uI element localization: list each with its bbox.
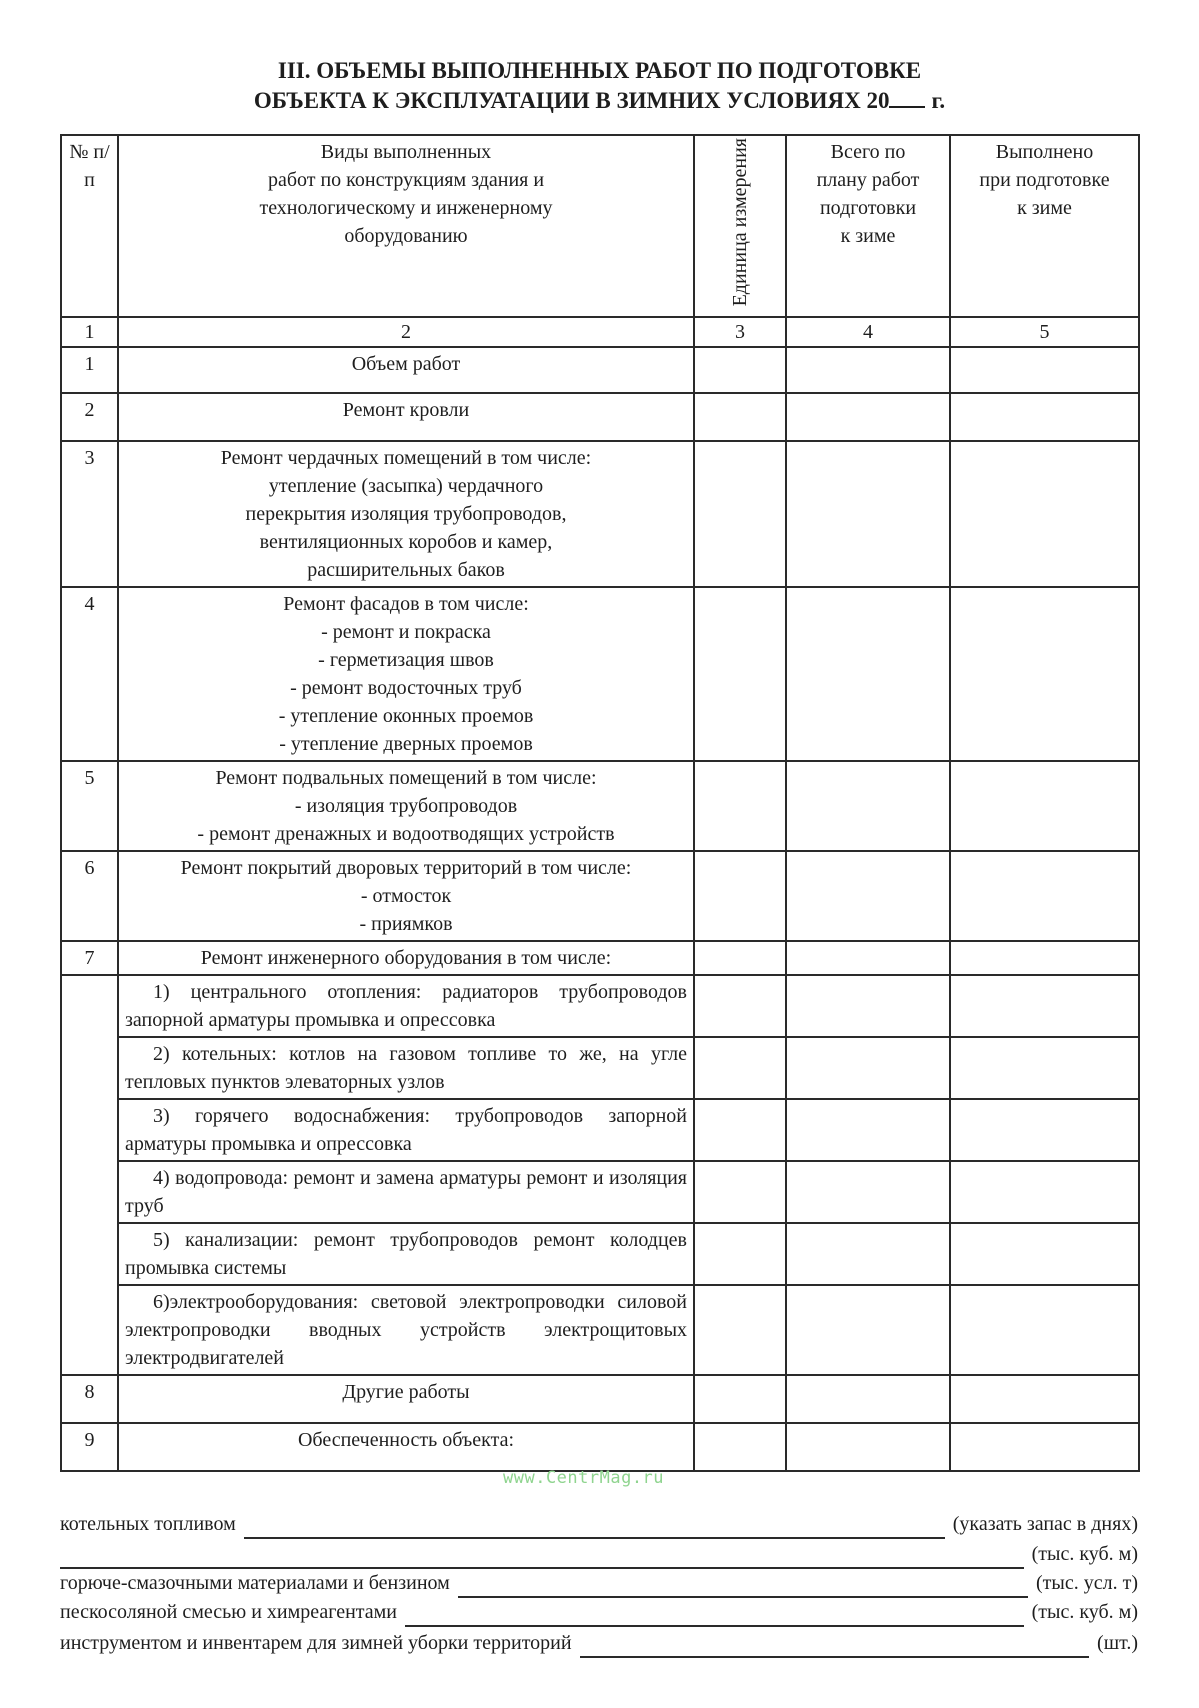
completed-cell[interactable]: [950, 441, 1139, 587]
row-number: 9: [61, 1423, 118, 1471]
footer-line: [60, 1601, 1138, 1631]
work-description: [118, 441, 694, 587]
completed-cell[interactable]: [950, 393, 1139, 441]
unit-cell[interactable]: [694, 1423, 786, 1471]
plan-cell[interactable]: [786, 1423, 950, 1471]
row-number: 6: [61, 851, 118, 941]
plan-cell[interactable]: [786, 975, 950, 1037]
column-number: 5: [950, 317, 1139, 347]
completed-cell[interactable]: [950, 1375, 1139, 1423]
sub-work-description: 6)электрооборудования: световой электропроводки силовой электропроводки вводных устройств электрощитовых электродвигателей: [118, 1285, 694, 1375]
footer-blank-field[interactable]: [60, 1567, 1024, 1569]
work-description-line: утепление (засыпка) чердачного: [268, 475, 544, 498]
unit-cell[interactable]: [694, 1161, 786, 1223]
column-number: 1: [61, 317, 118, 347]
document-title-line-1: III. ОБЪЕМЫ ВЫПОЛНЕННЫХ РАБОТ ПО ПОДГОТОВКЕ: [277, 58, 922, 83]
completed-cell[interactable]: [950, 1037, 1139, 1099]
work-description: [118, 587, 694, 761]
footer-unit: (указать запас в днях): [952, 1513, 1138, 1535]
plan-cell[interactable]: [786, 1037, 950, 1099]
plan-cell[interactable]: [786, 1223, 950, 1285]
row-number: 8: [61, 1375, 118, 1423]
work-description-line: - герметизация швов: [318, 649, 494, 672]
title-line-2-text: ОБЪЕКТА К ЭКСПЛУАТАЦИИ В ЗИМНИХ УСЛОВИЯХ 20: [253, 88, 890, 113]
work-description-line: - ремонт водосточных труб: [290, 677, 522, 700]
completed-cell[interactable]: [950, 1161, 1139, 1223]
plan-cell[interactable]: [786, 347, 950, 393]
work-description: [118, 1375, 694, 1423]
footer-label: горюче-смазочными материалами и бензином: [60, 1572, 450, 1594]
footer-label: котельных топливом: [60, 1513, 236, 1535]
sub-row: [61, 1285, 1139, 1375]
header-work-types-line: Виды выполненных: [320, 141, 492, 163]
completed-cell[interactable]: [950, 1223, 1139, 1285]
row-number: 2: [61, 393, 118, 441]
plan-cell[interactable]: [786, 761, 950, 851]
work-description-line: перекрытия изоляция трубопроводов,: [245, 503, 567, 526]
sub-row: [61, 1223, 1139, 1285]
row-number-empty: [61, 975, 118, 1375]
watermark: www.CentrMag.ru: [503, 1468, 665, 1488]
row-number: 1: [61, 347, 118, 393]
column-number-row: [61, 317, 1139, 347]
footer-line: [60, 1572, 1138, 1602]
work-description-line: Ремонт подвальных помещений в том числе:: [215, 767, 597, 790]
column-number: 3: [694, 317, 786, 347]
table-row: [61, 851, 1139, 941]
completed-cell[interactable]: [950, 1099, 1139, 1161]
plan-cell[interactable]: [786, 851, 950, 941]
sub-work-description: 1) центрального отопления: радиаторов трубопроводов запорной арматуры промывка и опрессовка: [118, 975, 694, 1037]
title-line-2-suffix: г.: [931, 88, 946, 113]
plan-cell[interactable]: [786, 587, 950, 761]
header-plan-total-line: к зиме: [840, 225, 896, 247]
footer-line: [60, 1513, 1138, 1543]
row-number: 3: [61, 441, 118, 587]
header-completed: [950, 135, 1139, 317]
work-description: [118, 1423, 694, 1471]
unit-cell[interactable]: [694, 1099, 786, 1161]
work-description: [118, 851, 694, 941]
plan-cell[interactable]: [786, 393, 950, 441]
completed-cell[interactable]: [950, 587, 1139, 761]
plan-cell[interactable]: [786, 1161, 950, 1223]
header-plan-total-line: плану работ: [816, 169, 920, 191]
work-description-line: Объем работ: [351, 353, 461, 376]
work-description-line: Ремонт инженерного оборудования в том числе:: [200, 947, 612, 970]
header-completed-line: Выполнено: [995, 141, 1094, 163]
header-plan-total-line: Всего по: [830, 141, 906, 163]
plan-cell[interactable]: [786, 1285, 950, 1375]
work-description-line: вентиляционных коробов и камер,: [259, 531, 553, 554]
unit-cell[interactable]: [694, 347, 786, 393]
row-number: 7: [61, 941, 118, 975]
work-description-line: Обеспеченность объекта:: [297, 1429, 515, 1452]
works-table: [60, 134, 1140, 1472]
footer-blank-field[interactable]: [458, 1596, 1028, 1598]
footer-unit: (шт.): [1097, 1632, 1138, 1654]
unit-cell[interactable]: [694, 1375, 786, 1423]
completed-cell[interactable]: [950, 1285, 1139, 1375]
sub-work-description: 2) котельных: котлов на газовом топливе то же, на угле тепловых пунктов элеваторных узлов: [118, 1037, 694, 1099]
table-row: [61, 941, 1139, 975]
column-number: 4: [786, 317, 950, 347]
work-description: [118, 393, 694, 441]
unit-cell[interactable]: [694, 587, 786, 761]
unit-cell[interactable]: [694, 393, 786, 441]
work-description-line: - утепление оконных проемов: [278, 705, 534, 728]
sub-work-description: 5) канализации: ремонт трубопроводов ремонт колодцев промывка системы: [118, 1223, 694, 1285]
header-unit-text: Единица измерения: [729, 138, 751, 307]
footer-blank-field[interactable]: [405, 1625, 1024, 1627]
table-row: [61, 393, 1139, 441]
table-row: [61, 441, 1139, 587]
unit-cell[interactable]: [694, 1223, 786, 1285]
footer-unit: (тыс. куб. м): [1031, 1601, 1138, 1623]
completed-cell[interactable]: [950, 347, 1139, 393]
plan-cell[interactable]: [786, 1375, 950, 1423]
unit-cell[interactable]: [694, 941, 786, 975]
footer-blank-field[interactable]: [580, 1656, 1089, 1658]
plan-cell[interactable]: [786, 941, 950, 975]
work-description-line: Ремонт чердачных помещений в том числе:: [220, 447, 592, 470]
work-description: [118, 941, 694, 975]
work-description: [118, 347, 694, 393]
table-row: [61, 1423, 1139, 1471]
footer-label: инструментом и инвентарем для зимней уборки территорий: [60, 1632, 572, 1654]
work-description-line: Другие работы: [342, 1381, 470, 1404]
sub-row: [61, 975, 1139, 1037]
header-work-types-line: работ по конструкциям здания и: [267, 169, 545, 191]
document-title-line-2: [0, 86, 1199, 116]
completed-cell[interactable]: [950, 975, 1139, 1037]
table-row: [61, 347, 1139, 393]
completed-cell[interactable]: [950, 851, 1139, 941]
unit-cell[interactable]: [694, 1037, 786, 1099]
unit-cell[interactable]: [694, 441, 786, 587]
completed-cell[interactable]: [950, 941, 1139, 975]
footer-line: [60, 1543, 1138, 1573]
header-unit: [694, 135, 786, 317]
row-number: 4: [61, 587, 118, 761]
sub-work-description: 4) водопровода: ремонт и замена арматуры ремонт и изоляция труб: [118, 1161, 694, 1223]
year-blank: [889, 88, 925, 108]
work-description-line: - ремонт и покраска: [321, 621, 491, 644]
sub-row: [61, 1099, 1139, 1161]
row-number: 5: [61, 761, 118, 851]
plan-cell[interactable]: [786, 441, 950, 587]
completed-cell[interactable]: [950, 1423, 1139, 1471]
work-description-line: - приямков: [359, 913, 453, 936]
completed-cell[interactable]: [950, 761, 1139, 851]
footer-label: пескосоляной смесью и химреагентами: [60, 1601, 398, 1623]
work-description-line: - ремонт дренажных и водоотводящих устройств: [197, 823, 615, 846]
header-work-types: [118, 135, 694, 317]
header-completed-line: при подготовке: [979, 169, 1110, 191]
work-description: [118, 761, 694, 851]
header-work-types-line: технологическому и инженерному: [259, 197, 553, 219]
sub-row: [61, 1037, 1139, 1099]
footer-unit: (тыс. усл. т): [1036, 1572, 1138, 1594]
unit-cell[interactable]: [694, 1285, 786, 1375]
unit-cell[interactable]: [694, 851, 786, 941]
column-number: 2: [118, 317, 694, 347]
sub-row: [61, 1161, 1139, 1223]
sub-work-description: 3) горячего водоснабжения: трубопроводов запорной арматуры промывка и опрессовка: [118, 1099, 694, 1161]
footer-blank-field[interactable]: [244, 1537, 945, 1539]
work-description-line: расширительных баков: [307, 559, 505, 582]
footer-unit: (тыс. куб. м): [1031, 1543, 1138, 1565]
header-plan-total-line: подготовки: [819, 197, 917, 219]
work-description-line: - отмосток: [360, 885, 452, 908]
table-row: [61, 1375, 1139, 1423]
plan-cell[interactable]: [786, 1099, 950, 1161]
table-row: [61, 761, 1139, 851]
header-work-types-line: оборудованию: [344, 225, 468, 247]
work-description-line: Ремонт фасадов в том числе:: [283, 593, 529, 616]
work-description-line: Ремонт кровли: [342, 399, 470, 422]
header-plan-total: [786, 135, 950, 317]
unit-cell[interactable]: [694, 975, 786, 1037]
header-num: № п/п: [61, 135, 118, 317]
work-description-line: - изоляция трубопроводов: [294, 795, 518, 818]
footer-line: [60, 1632, 1138, 1662]
work-description-line: - утепление дверных проемов: [279, 733, 533, 756]
header-completed-line: к зиме: [1017, 197, 1072, 219]
unit-cell[interactable]: [694, 761, 786, 851]
header-row: [61, 135, 1139, 317]
table-row: [61, 587, 1139, 761]
work-description-line: Ремонт покрытий дворовых территорий в том числе:: [180, 857, 632, 880]
